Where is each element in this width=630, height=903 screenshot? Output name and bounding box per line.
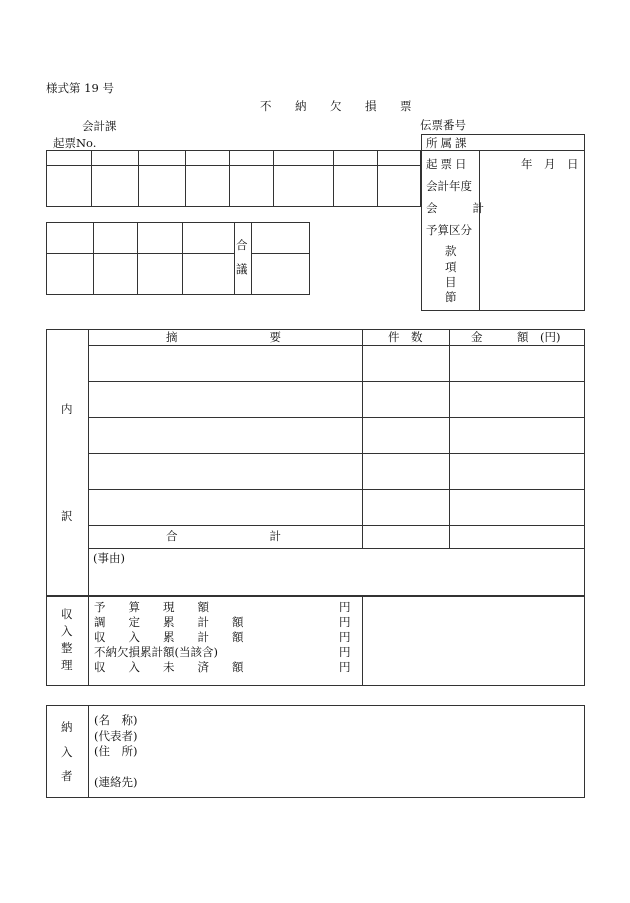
revenue-row-label: 収 入 未 済 額 xyxy=(94,660,244,674)
payer-rep-label: (代表者) xyxy=(94,729,138,743)
kan-label: 款 xyxy=(445,244,457,258)
dept-label: 所属課 xyxy=(426,136,470,150)
revenue-side-label-1: 収 xyxy=(61,607,73,621)
voucher-number-label: 伝票番号 xyxy=(420,118,466,132)
col-amount-header: 金 額 (円) xyxy=(471,330,561,344)
revenue-side-label-2: 入 xyxy=(61,624,73,638)
issue-date-format: 年 月 日 xyxy=(521,157,579,171)
issue-date-label: 起票日 xyxy=(426,157,470,171)
revenue-row-unit: 円 xyxy=(339,600,351,614)
budget-class-label: 予算区分 xyxy=(426,223,472,237)
payer-contact-label: (連絡先) xyxy=(94,775,138,789)
col-count-header: 件 数 xyxy=(388,330,423,344)
fiscal-year-label: 会計年度 xyxy=(426,179,472,193)
revenue-row-label: 予 算 現 額 xyxy=(94,600,209,614)
revenue-row-unit: 円 xyxy=(339,660,351,674)
approval-grid xyxy=(46,150,421,207)
detail-table xyxy=(46,329,585,596)
revenue-row-unit: 円 xyxy=(339,630,351,644)
payer-name-label: (名 称) xyxy=(94,713,138,727)
consultation-grid xyxy=(46,222,310,295)
total-label: 合 計 xyxy=(166,529,281,543)
revenue-row-label: 収 入 累 計 額 xyxy=(94,630,244,644)
consultation-ai: 合 xyxy=(236,238,248,252)
col-summary-header: 摘 要 xyxy=(166,330,281,344)
detail-side-label-1: 内 xyxy=(61,402,73,416)
payer-side-label-2: 入 xyxy=(61,745,73,759)
revenue-row-label: 不納欠損累計額(当該含) xyxy=(94,645,218,659)
detail-side-label-2: 訳 xyxy=(61,509,73,523)
revenue-side-label-3: 整 xyxy=(61,641,73,655)
revenue-side-label-4: 理 xyxy=(61,658,73,672)
accounting-section-label: 会計課 xyxy=(82,119,117,133)
payer-address-label: (住 所) xyxy=(94,744,138,758)
account-label: 会 計 xyxy=(426,201,488,215)
payer-side-label-1: 納 xyxy=(61,720,73,734)
consultation-gi: 議 xyxy=(236,262,248,276)
setsu-label: 節 xyxy=(445,290,457,304)
revenue-row-label: 調 定 累 計 額 xyxy=(94,615,244,629)
reason-label: (事由) xyxy=(93,551,125,565)
moku-label: 目 xyxy=(445,275,457,289)
kou-label: 項 xyxy=(445,260,457,274)
voucher-no-label: 起票No. xyxy=(53,136,97,150)
payer-side-label-3: 者 xyxy=(61,769,73,783)
page-title: 不 納 欠 損 票 xyxy=(260,99,418,113)
form-number: 様式第 19 号 xyxy=(46,81,114,95)
revenue-row-unit: 円 xyxy=(339,645,351,659)
revenue-row-unit: 円 xyxy=(339,615,351,629)
